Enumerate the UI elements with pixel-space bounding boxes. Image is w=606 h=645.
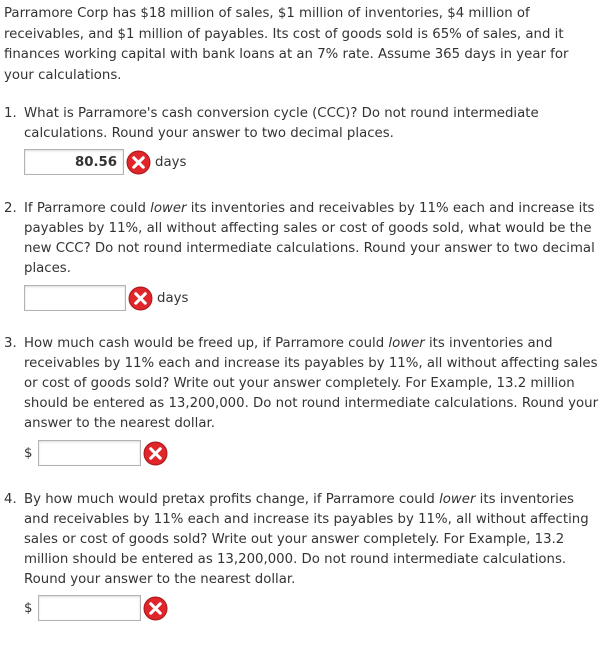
unit-label: days xyxy=(157,290,189,306)
profit-change-answer-input[interactable] xyxy=(38,595,141,621)
question-text: If Parramore could lower its inventories and receivables by 11% each and increase its payables by 11%, all without affecting sales or cost of goods sold, what would be the new CCC? Do not round intermediate calculations. Round your answer to two decimal places. xyxy=(24,201,595,276)
question-1 xyxy=(4,104,602,144)
question-3 xyxy=(4,334,602,434)
answer-row-2 xyxy=(24,285,188,311)
question-number: 2. xyxy=(4,201,17,216)
x-circle-icon xyxy=(143,441,168,466)
question-number: 1. xyxy=(4,106,17,121)
ccc-answer-input[interactable] xyxy=(24,149,124,175)
problem-intro: Parramore Corp has $18 million of sales, $1 million of inventories, $4 million of receivables, and $1 million of payables. Its cost of goods sold is 65% of sales, and it finances working capital with bank loans at an 7% rate. Assume 365 days in year for your calculations. xyxy=(4,6,569,83)
question-4 xyxy=(4,490,602,590)
answer-row-4 xyxy=(24,595,168,621)
question-text: How much cash would be freed up, if Parramore could lower its inventories and receivables by 11% each and increase its payables by 11%, all without affecting sales or cost of goods sold? Write out your answer completely. For Example, 13.2 million should be entered as 13,200,000. Do not round intermediate calculations. Round your answer to the nearest dollar. xyxy=(24,336,599,431)
answer-row-1 xyxy=(24,149,186,175)
question-text: By how much would pretax profits change, if Parramore could lower its inventories and receivables by 11% each and increase its payables by 11%, all without affecting sales or cost of goods sold? Write out your answer completely. For Example, 13.2 million should be entered as 13,200,000. Do not round intermediate calculations. Round your answer to the nearest dollar. xyxy=(24,492,589,587)
question-2 xyxy=(4,199,602,279)
x-circle-icon xyxy=(128,286,153,311)
answer-row-3 xyxy=(24,440,168,466)
new-ccc-answer-input[interactable] xyxy=(24,285,126,311)
question-number: 4. xyxy=(4,492,17,507)
currency-label: $ xyxy=(24,600,33,616)
unit-label: days xyxy=(155,154,187,170)
x-circle-icon xyxy=(143,596,168,621)
cash-freed-answer-input[interactable] xyxy=(38,440,141,466)
currency-label: $ xyxy=(24,445,33,461)
x-circle-icon xyxy=(126,150,151,175)
question-number: 3. xyxy=(4,336,17,351)
question-text: What is Parramore's cash conversion cycle (CCC)? Do not round intermediate calculations. Round your answer to two decimal places. xyxy=(24,106,539,141)
